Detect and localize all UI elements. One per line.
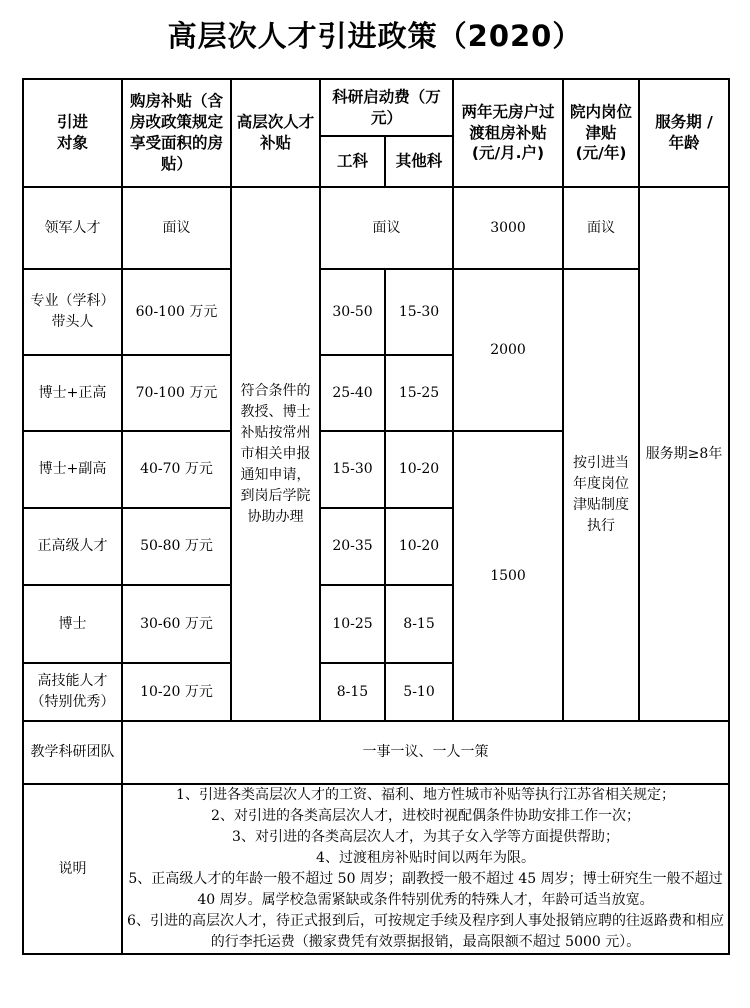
cell-housing: 70-100 万元 (122, 355, 231, 431)
cell-eng: 30-50 (320, 269, 385, 355)
note-line: 5、正高级人才的年龄一般不超过 50 周岁；副教授一般不超过 45 周岁；博士研究生一般不超过 40 周岁。属学校急需紧缺或条件特别优秀的特殊人才，年龄可适当放宽。 (128, 871, 723, 908)
cell-housing: 30-60 万元 (122, 585, 231, 663)
cell-eng: 8-15 (320, 663, 385, 721)
policy-table (22, 78, 730, 955)
cell-allowance-rule: 按引进当年度岗位津贴制度执行 (563, 269, 639, 721)
cell-rent-1500: 1500 (453, 431, 563, 721)
cell-rent-2000: 2000 (453, 269, 563, 431)
cell-eng: 25-40 (320, 355, 385, 431)
cell-other: 10-20 (385, 431, 453, 508)
header-housing: 购房补贴（含房改政策规定享受面积的房贴） (122, 79, 231, 187)
cell-target: 博士+副高 (23, 431, 122, 508)
team-label: 教学科研团队 (23, 721, 122, 784)
cell-housing: 10-20 万元 (122, 663, 231, 721)
cell-housing: 60-100 万元 (122, 269, 231, 355)
cell-target: 高技能人才（特别优秀） (23, 663, 122, 721)
cell-other: 5-10 (385, 663, 453, 721)
cell-target: 专业（学科）带头人 (23, 269, 122, 355)
cell-service: 服务期≥8年 (639, 187, 729, 721)
notes-row (23, 784, 729, 954)
notes-content (122, 784, 729, 954)
cell-other: 15-25 (385, 355, 453, 431)
header-research: 科研启动费（万元） (320, 79, 453, 136)
notes-label: 说明 (23, 784, 122, 954)
cell-housing: 面议 (122, 187, 231, 269)
team-value: 一事一议、一人一策 (122, 721, 729, 784)
table-row (23, 269, 729, 355)
cell-allowance: 面议 (563, 187, 639, 269)
team-row (23, 721, 729, 784)
page-title: 高层次人才引进政策（2020） (167, 19, 583, 53)
header-target: 引进 对象 (23, 79, 122, 187)
cell-talent-subsidy: 符合条件的教授、博士补贴按常州市相关申报通知申请，到岗后学院协助办理 (231, 187, 320, 721)
table-row (23, 187, 729, 269)
note-line: 2、对引进的各类高层次人才，进校时视配偶条件协助安排工作一次； (211, 808, 640, 824)
cell-other: 8-15 (385, 585, 453, 663)
cell-other: 10-20 (385, 508, 453, 585)
cell-target: 领军人才 (23, 187, 122, 269)
cell-target: 博士 (23, 585, 122, 663)
cell-research: 面议 (320, 187, 453, 269)
cell-housing: 40-70 万元 (122, 431, 231, 508)
header-service: 服务期 / 年龄 (639, 79, 729, 187)
header-row (23, 79, 729, 136)
note-line: 1、引进各类高层次人才的工资、福利、地方性城市补贴等执行江苏省相关规定； (176, 787, 675, 803)
note-line: 4、过渡租房补贴时间以两年为限。 (316, 850, 535, 866)
note-line: 6、引进的高层次人才，待正式报到后，可按规定手续及程序到人事处报销应聘的往返路费和相应的行李托运费（搬家费凭有效票据报销，最高限额不超过 5000 元）。 (127, 913, 724, 950)
cell-rent: 3000 (453, 187, 563, 269)
cell-eng: 15-30 (320, 431, 385, 508)
header-allowance: 院内岗位津贴 (元/年) (563, 79, 639, 187)
cell-target: 博士+正高 (23, 355, 122, 431)
header-research-other: 其他科 (385, 136, 453, 187)
header-rent: 两年无房户过渡租房补贴 (元/月.户) (453, 79, 563, 187)
header-research-eng: 工科 (320, 136, 385, 187)
cell-eng: 10-25 (320, 585, 385, 663)
cell-eng: 20-35 (320, 508, 385, 585)
header-talent-subsidy: 高层次人才补贴 (231, 79, 320, 187)
cell-target: 正高级人才 (23, 508, 122, 585)
note-line: 3、对引进的各类高层次人才，为其子女入学等方面提供帮助； (232, 829, 619, 845)
cell-other: 15-30 (385, 269, 453, 355)
cell-housing: 50-80 万元 (122, 508, 231, 585)
